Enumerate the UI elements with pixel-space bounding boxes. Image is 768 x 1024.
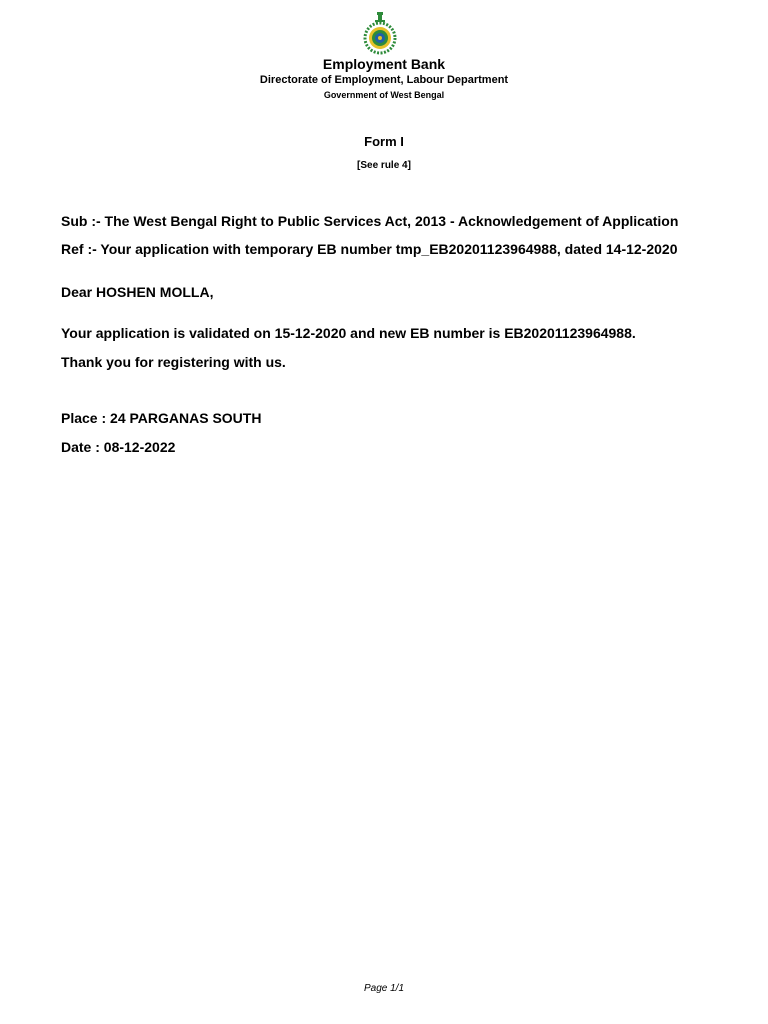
reference-line: Ref :- Your application with temporary EB number tmp_EB20201123964988, dated 14-12-2020: [61, 241, 678, 257]
page-number: Page 1/1: [363, 983, 405, 994]
org-name: Employment Bank: [322, 56, 446, 72]
form-title: Form I: [364, 134, 404, 149]
government-name: Government of West Bengal: [323, 90, 445, 100]
directorate-name: Directorate of Employment, Labour Department: [259, 74, 509, 86]
form-rule: [See rule 4]: [357, 160, 411, 171]
validation-message: Your application is validated on 15-12-2020 and new EB number is EB20201123964988.: [61, 325, 636, 341]
salutation: Dear HOSHEN MOLLA,: [61, 284, 214, 300]
thanks-message: Thank you for registering with us.: [61, 354, 286, 370]
place-line: Place : 24 PARGANAS SOUTH: [61, 410, 262, 426]
subject-line: Sub :- The West Bengal Right to Public Services Act, 2013 - Acknowledgement of Application: [61, 213, 679, 229]
date-line: Date : 08-12-2022: [61, 439, 176, 455]
west-bengal-emblem-icon: [362, 10, 398, 56]
